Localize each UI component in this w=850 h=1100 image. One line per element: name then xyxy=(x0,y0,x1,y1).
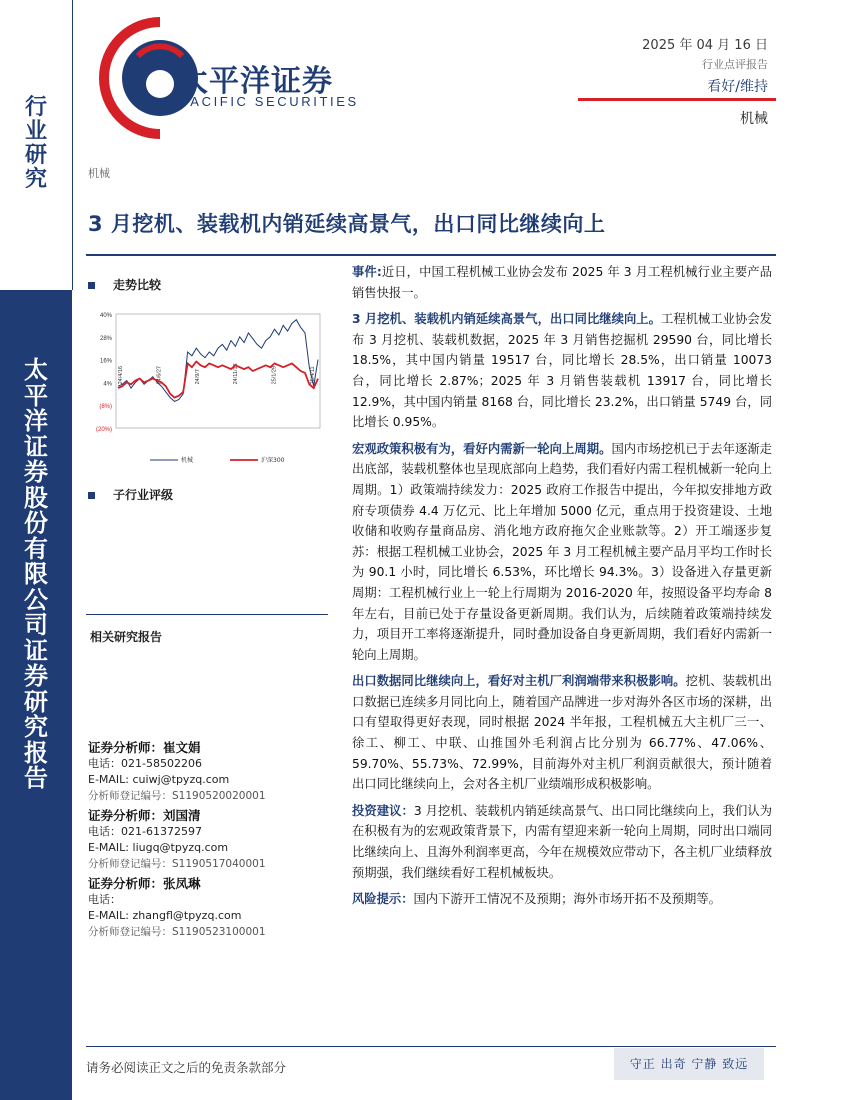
header-red-rule xyxy=(578,98,776,101)
footer-motto: 守正 出奇 宁静 致远 xyxy=(614,1048,764,1080)
logo-name-cn: 太平洋证券 xyxy=(178,64,333,99)
sidebar-top xyxy=(0,0,73,290)
analyst-name: 证券分析师：刘国清 xyxy=(88,808,201,823)
square-bullet-icon xyxy=(88,492,95,499)
y-tick-label: 28% xyxy=(99,335,112,342)
header-sector: 机械 xyxy=(740,111,768,127)
related-reports-heading: 相关研究报告 xyxy=(90,630,163,644)
analyst-email: E-MAIL: zhangfl@tpyzq.com xyxy=(88,909,242,922)
y-tick-label: 4% xyxy=(103,381,112,388)
y-tick-label: 16% xyxy=(99,358,112,365)
paragraph-sales: 3 月挖机、装载机内销延续高景气，出口同比继续向上。工程机械工业协会发布 3 月挖机、装载机数据，2025 年 3 月销售挖掘机 29590 台，同比增长 18.5%，其中国内销量 19517 台，同比增长 28.5%，出口销量 10073 台，同比增长 2.87%；2025 年 3 月销售装载机 13917 台，同比增长 12.9%，其中国内销量 8168 台，同比增长 23.2%，出口销量 5749 台，同比增长 0.95%。 xyxy=(352,312,772,430)
trend-heading: 走势比较 xyxy=(88,276,161,293)
paragraph-export: 出口数据同比继续向上，看好对主机厂利润端带来积极影响。挖机、装载机出口数据已连续多月同比向上，随着国产品牌进一步对海外各区市场的深耕，出口有望取得更好表现，同时根据 2024 半年报，工程机械五大主机厂三一、徐工、柳工、中联、山推国外毛利润占比分别为 66.77%、47.06%、59.70%、55.73%、72.99%，目前海外对主机厂利润贡献很大，预计随着出口同比继续向上，会对各主机厂业绩端形成积极影响。 xyxy=(352,674,772,792)
analyst-phone: 电话： xyxy=(88,893,121,906)
legend-label: 机械 xyxy=(181,457,194,464)
analyst-3 xyxy=(88,876,266,940)
square-bullet-icon xyxy=(88,282,95,289)
report-date: 2025 年 04 月 16 日 xyxy=(642,38,768,53)
report-type: 行业点评报告 xyxy=(702,58,768,71)
paragraph-advice: 投资建议：3 月挖机、装载机内销延续高景气、出口同比继续向上，我们认为在积极有为的宏观政策背景下，内需有望迎来新一轮向上周期，同时出口端同比继续向上、且海外利润率更高，今年在规模效应带动下，各主机厂业绩释放预期强，我们继续看好工程机械板块。 xyxy=(352,803,772,880)
x-tick-label: 24/6/27 xyxy=(156,366,163,385)
analyst-license: 分析师登记编号：S1190517040001 xyxy=(88,858,266,870)
sidebar-top-text: 行 业 研 究 xyxy=(24,95,47,192)
analyst-email: E-MAIL: liugq@tpyzq.com xyxy=(88,841,229,854)
analyst-phone: 电话：021-58502206 xyxy=(88,757,202,770)
sub-rating-heading: 子行业评级 xyxy=(88,486,173,503)
report-body xyxy=(352,262,772,916)
analyst-email: E-MAIL: cuiwj@tpyzq.com xyxy=(88,773,230,786)
divider xyxy=(86,614,328,615)
x-tick-label: 25/4/11 xyxy=(310,366,316,385)
series-line-machinery xyxy=(118,320,318,402)
legend-label: 沪深300 xyxy=(261,457,285,464)
paragraph-risk: 风险提示：国内下游开工情况不及预期；海外市场开拓不及预期等。 xyxy=(352,892,721,907)
sidebar-bottom xyxy=(0,290,72,1100)
analyst-1 xyxy=(88,740,266,804)
logo-name-en: PACIFIC SECURITIES xyxy=(180,94,359,109)
footer-rule xyxy=(86,1046,776,1047)
y-tick-label: 40% xyxy=(99,313,112,319)
trend-chart xyxy=(88,300,328,475)
sidebar-company-name: 太 平 洋 证 券 股 份 有 限 公 司 证 券 研 究 报 告 xyxy=(24,356,48,792)
y-tick-label: (20%) xyxy=(95,427,112,433)
x-tick-label: 24/11/18 xyxy=(233,363,240,385)
x-tick-label: 24/4/16 xyxy=(118,366,124,385)
analyst-name: 证券分析师：张凤琳 xyxy=(88,876,201,891)
x-tick-label: 25/1/29 xyxy=(271,366,278,385)
plot-frame xyxy=(116,314,320,428)
report-title: 3 月挖机、装载机内销延续高景气，出口同比继续向上 xyxy=(88,212,606,236)
footer-disclaimer: 请务必阅读正文之后的免责条款部分 xyxy=(86,1060,287,1075)
rating: 看好/维持 xyxy=(707,79,768,95)
x-tick-label: 24/9/7 xyxy=(194,369,201,385)
y-tick-label: (8%) xyxy=(99,404,112,411)
analyst-license: 分析师登记编号：S1190523100001 xyxy=(88,926,266,938)
analyst-name: 证券分析师：崔文娟 xyxy=(88,740,201,755)
analyst-2 xyxy=(88,808,266,872)
series-line-csi300 xyxy=(118,362,318,398)
paragraph-event: 事件:近日，中国工程机械工业协会发布 2025 年 3 月工程机械行业主要产品销售快报一。 xyxy=(352,265,772,300)
sector-label: 机械 xyxy=(88,167,110,180)
analyst-phone: 电话：021-61372597 xyxy=(88,825,202,838)
title-rule xyxy=(86,254,776,256)
paragraph-policy: 宏观政策积极有为，看好内需新一轮向上周期。国内市场挖机已于去年逐渐走出底部，装载机整体也呈现底部向上趋势，我们看好内需工程机械新一轮向上周期。1）政策端持续发力：2025 政府工作报告中提出，今年拟安排地方政府专项债券 4.4 万亿元、比上年增加 5000 亿元，重点用于投资建设、土地收储和收购存量商品房、消化地方政府拖欠企业账款等。2）开工端逐步复苏：根据工程机械工业协会，2025 年 3 月工程机械主要产品月平均工作时长为 90.1 小时，同比增长 6.53%，环比增长 94.3%。3）设备进入存量更新周期：工程机械行业上一轮上行周期为 2016-2020 年，按照设备平均寿命 8 年左右，目前已处于存量设备更新周期。我们认为，后续随着政策端持续发力，项目开工率将逐渐提升，同时叠加设备自身更新周期，我们看好内需新一轮向上周期。 xyxy=(352,441,772,662)
analyst-license: 分析师登记编号：S1190520020001 xyxy=(88,790,266,802)
